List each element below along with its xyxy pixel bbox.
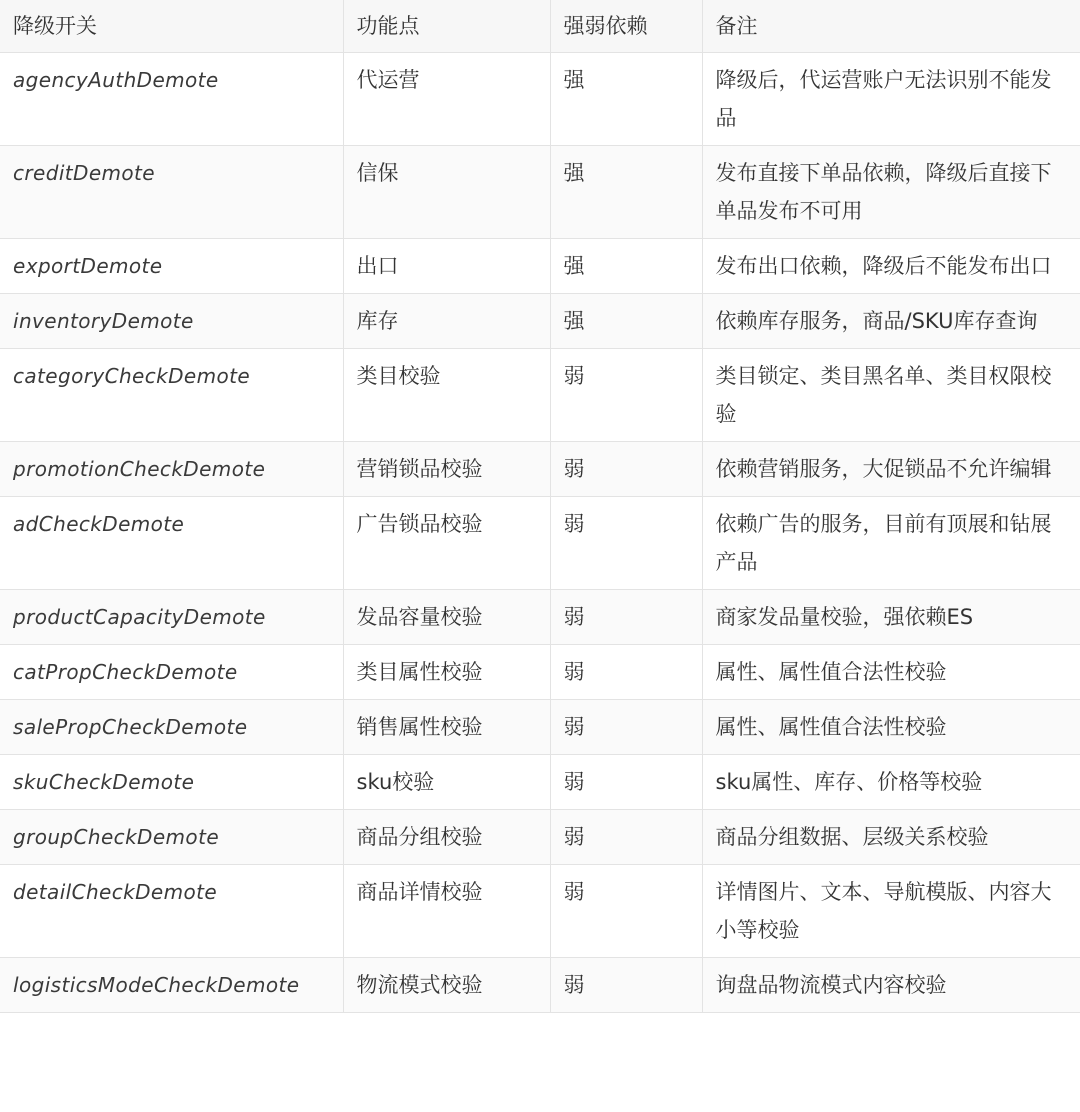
note-cell: 发布直接下单品依赖，降级后直接下单品发布不可用 — [702, 146, 1080, 239]
note-cell: 属性、属性值合法性校验 — [702, 700, 1080, 755]
switch-name-cell: inventoryDemote — [0, 294, 343, 349]
header-feature: 功能点 — [343, 0, 550, 53]
switch-name-cell: groupCheckDemote — [0, 810, 343, 865]
table-row — [0, 53, 1080, 146]
header-switch: 降级开关 — [0, 0, 343, 53]
dependency-cell: 弱 — [550, 755, 702, 810]
dependency-cell: 弱 — [550, 810, 702, 865]
dependency-cell: 弱 — [550, 645, 702, 700]
feature-cell: 代运营 — [343, 53, 550, 146]
feature-cell: 库存 — [343, 294, 550, 349]
switch-name-cell: creditDemote — [0, 146, 343, 239]
table-row — [0, 810, 1080, 865]
note-cell: 依赖营销服务，大促锁品不允许编辑 — [702, 442, 1080, 497]
dependency-cell: 强 — [550, 146, 702, 239]
note-cell: 依赖库存服务，商品/SKU库存查询 — [702, 294, 1080, 349]
note-cell: 商品分组数据、层级关系校验 — [702, 810, 1080, 865]
feature-cell: 广告锁品校验 — [343, 497, 550, 590]
feature-cell: 出口 — [343, 239, 550, 294]
switch-name-cell: skuCheckDemote — [0, 755, 343, 810]
note-cell: 询盘品物流模式内容校验 — [702, 958, 1080, 1013]
switch-name-cell: categoryCheckDemote — [0, 349, 343, 442]
feature-cell: 商品详情校验 — [343, 865, 550, 958]
feature-cell: 物流模式校验 — [343, 958, 550, 1013]
table-row — [0, 497, 1080, 590]
table-row — [0, 146, 1080, 239]
feature-cell: 商品分组校验 — [343, 810, 550, 865]
switch-name-cell: detailCheckDemote — [0, 865, 343, 958]
switch-name-cell: adCheckDemote — [0, 497, 343, 590]
table-header-row — [0, 0, 1080, 53]
note-cell: 商家发品量校验，强依赖ES — [702, 590, 1080, 645]
table-row — [0, 958, 1080, 1013]
table-row — [0, 349, 1080, 442]
dependency-cell: 弱 — [550, 349, 702, 442]
dependency-cell: 弱 — [550, 958, 702, 1013]
feature-cell: 营销锁品校验 — [343, 442, 550, 497]
header-dependency: 强弱依赖 — [550, 0, 702, 53]
switch-name-cell: exportDemote — [0, 239, 343, 294]
table-row — [0, 645, 1080, 700]
table-row — [0, 865, 1080, 958]
dependency-cell: 强 — [550, 239, 702, 294]
switch-name-cell: promotionCheckDemote — [0, 442, 343, 497]
table-row — [0, 755, 1080, 810]
switch-name-cell: agencyAuthDemote — [0, 53, 343, 146]
dependency-cell: 弱 — [550, 590, 702, 645]
switch-name-cell: catPropCheckDemote — [0, 645, 343, 700]
note-cell: 类目锁定、类目黑名单、类目权限校验 — [702, 349, 1080, 442]
dependency-cell: 弱 — [550, 865, 702, 958]
switch-name-cell: logisticsModeCheckDemote — [0, 958, 343, 1013]
table-row — [0, 294, 1080, 349]
dependency-cell: 弱 — [550, 497, 702, 590]
note-cell: 属性、属性值合法性校验 — [702, 645, 1080, 700]
feature-cell: sku校验 — [343, 755, 550, 810]
note-cell: 发布出口依赖，降级后不能发布出口 — [702, 239, 1080, 294]
table-row — [0, 590, 1080, 645]
note-cell: sku属性、库存、价格等校验 — [702, 755, 1080, 810]
dependency-cell: 弱 — [550, 700, 702, 755]
dependency-cell: 强 — [550, 294, 702, 349]
feature-cell: 类目属性校验 — [343, 645, 550, 700]
table-row — [0, 700, 1080, 755]
feature-cell: 销售属性校验 — [343, 700, 550, 755]
note-cell: 降级后，代运营账户无法识别不能发品 — [702, 53, 1080, 146]
feature-cell: 发品容量校验 — [343, 590, 550, 645]
dependency-cell: 弱 — [550, 442, 702, 497]
table-row — [0, 239, 1080, 294]
switch-name-cell: salePropCheckDemote — [0, 700, 343, 755]
dependency-cell: 强 — [550, 53, 702, 146]
note-cell: 依赖广告的服务，目前有顶展和钻展产品 — [702, 497, 1080, 590]
header-note: 备注 — [702, 0, 1080, 53]
switch-name-cell: productCapacityDemote — [0, 590, 343, 645]
feature-cell: 类目校验 — [343, 349, 550, 442]
table-row — [0, 442, 1080, 497]
note-cell: 详情图片、文本、导航模版、内容大小等校验 — [702, 865, 1080, 958]
feature-cell: 信保 — [343, 146, 550, 239]
